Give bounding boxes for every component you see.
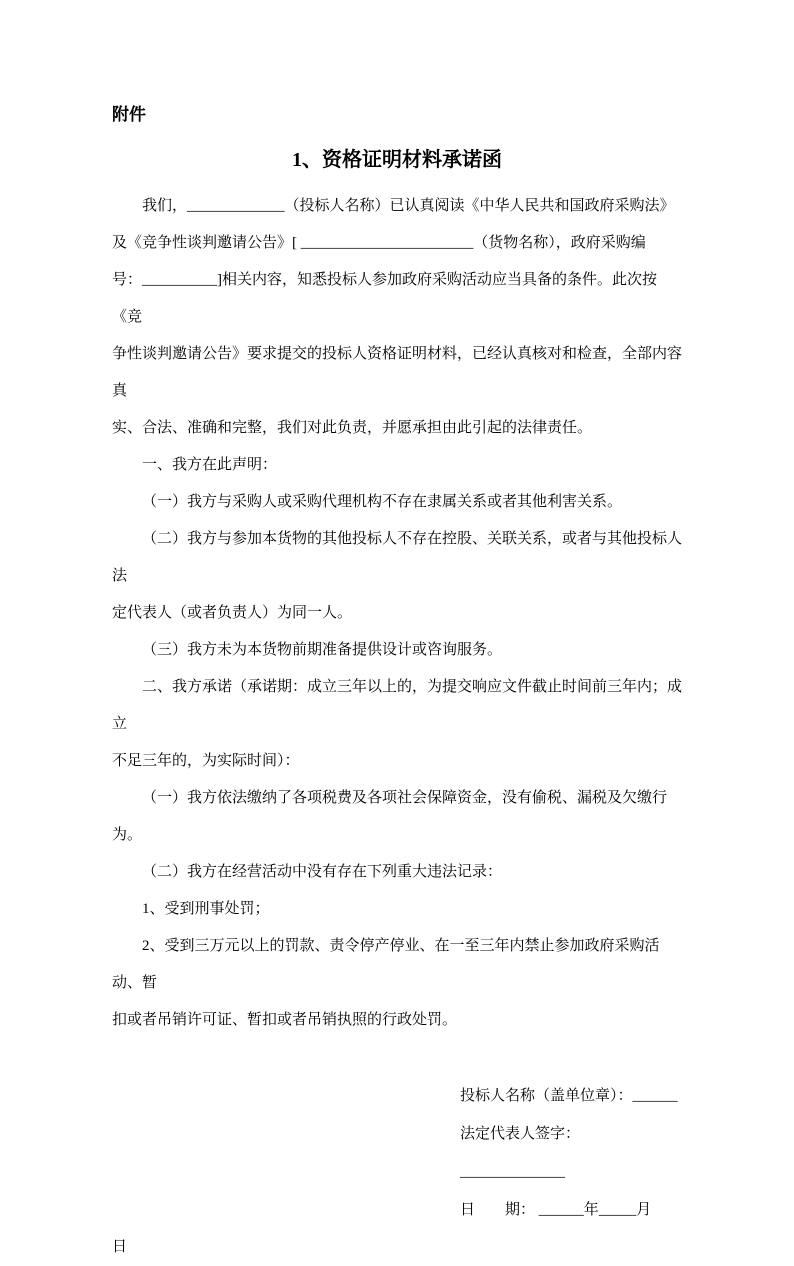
signature-line-date: 日 期： ______年_____月 [460,1202,652,1218]
body-line: 定代表人（或者负责人）为同一人。 [112,605,353,621]
body-line: 1、受到刑事处罚； [142,901,270,917]
body-line: （三）我方未为本货物前期准备提供设计或咨询服务。 [142,642,503,658]
body-line: （一）我方依法缴纳了各项税费及各项社会保障资金，没有偷税、漏税及欠缴行为。 [112,790,668,843]
signature-line-bidder-name: 投标人名称（盖单位章）：______ [460,1088,678,1104]
body-line: 扣或者吊销许可证、暂扣或者吊销执照的行政处罚。 [112,1012,458,1028]
body-line: 争性谈判邀请公告》要求提交的投标人资格证明材料，已经认真核对和检查，全部内容真 [112,346,683,399]
body-line: 号：__________]相关内容，知悉投标人参加政府采购活动应当具备的条件。此次按《竞 [112,272,657,325]
date-overflow-line: 日 [112,1239,128,1255]
body-line: （二）我方与参加本货物的其他投标人不存在控股、关联关系，或者与其他投标人法 [112,531,683,584]
body-line: （二）我方在经营活动中没有存在下列重大违法记录： [142,864,503,880]
body-line: 及《竞争性谈判邀请公告》[ _______________________（货物名称），政府采购编 [112,235,646,251]
body-line: 不足三年的，为实际时间）： [112,753,300,769]
body-line: 2、受到三万元以上的罚款、责令停产停业、在一至三年内禁止参加政府采购活动、暂 [112,938,660,991]
attachment-label: 附件 [112,105,146,124]
body-line: 一、我方在此声明： [142,457,278,473]
signature-line-legal-rep: 法定代表人签字：______________ [460,1126,581,1180]
document-body [112,188,682,1039]
body-line: （一）我方与采购人或采购代理机构不存在隶属关系或者其他利害关系。 [142,494,623,510]
document-title: 1、资格证明材料承诺函 [292,149,502,171]
signature-block [460,1077,682,1229]
body-line: 实、合法、准确和完整，我们对此负责，并愿承担由此引起的法律责任。 [112,420,593,436]
body-line: 我们，_____________（投标人名称）已认真阅读《中华人民共和国政府采购法》 [142,198,675,214]
body-line: 二、我方承诺（承诺期：成立三年以上的，为提交响应文件截止时间前三年内；成立 [112,679,683,732]
